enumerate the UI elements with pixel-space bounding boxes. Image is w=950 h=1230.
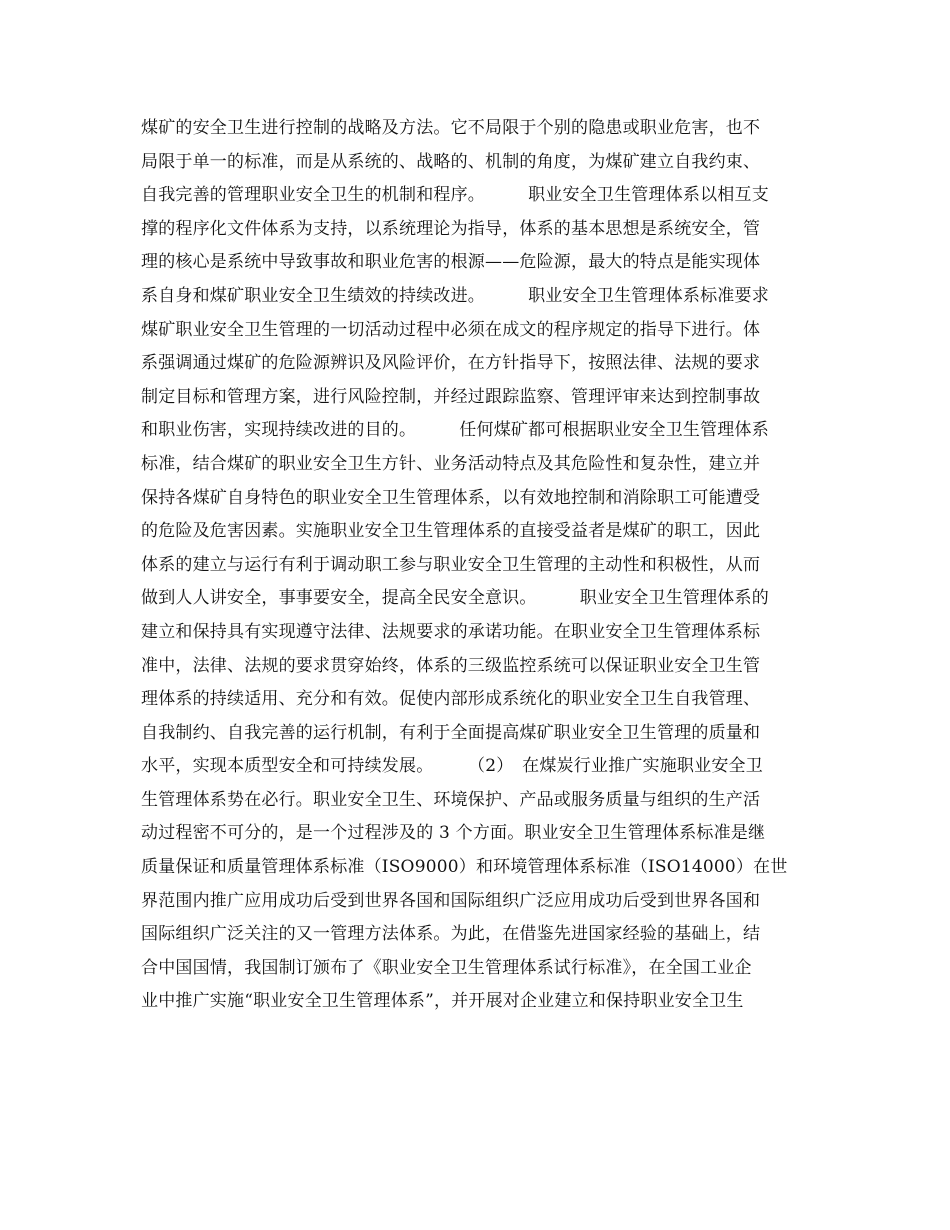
text-line: 理体系的持续适用、充分和有效。促使内部形成系统化的职业安全卫生自我管理、 xyxy=(141,689,761,710)
text-line: 理的核心是系统中导致事故和职业危害的根源——危险源，最大的特点是能实现体 xyxy=(141,252,761,273)
text-line: 煤矿职业安全卫生管理的一切活动过程中必须在成文的程序规定的指导下进行。体 xyxy=(141,319,761,340)
text-line: 自我完善的管理职业安全卫生的机制和程序。 职业安全卫生管理体系以相互支 xyxy=(141,185,769,206)
text-line: 保持各煤矿自身特色的职业安全卫生管理体系，以有效地控制和消除职工可能遭受 xyxy=(141,487,761,508)
text-line: 建立和保持具有实现遵守法律、法规要求的承诺功能。在职业安全卫生管理体系标 xyxy=(141,621,761,642)
text-line: 做到人人讲安全，事事要安全，提高全民安全意识。 职业安全卫生管理体系的 xyxy=(141,588,769,609)
text-line: 局限于单一的标准，而是从系统的、战略的、机制的角度，为煤矿建立自我约束、 xyxy=(141,151,761,172)
text-line: 水平，实现本质型安全和可持续发展。 （2） 在煤炭行业推广实施职业安全卫 xyxy=(141,756,763,777)
text-line: 的危险及危害因素。实施职业安全卫生管理体系的直接受益者是煤矿的职工，因此 xyxy=(141,521,761,542)
text-line: 体系的建立与运行有利于调动职工参与职业安全卫生管理的主动性和积极性，从而 xyxy=(141,554,761,575)
text-line: 标准，结合煤矿的职业安全卫生方针、业务活动特点及其危险性和复杂性，建立并 xyxy=(141,453,761,474)
text-line: 系自身和煤矿职业安全卫生绩效的持续改进。 职业安全卫生管理体系标准要求 xyxy=(141,285,769,306)
text-line: 和职业伤害，实现持续改进的目的。 任何煤矿都可根据职业安全卫生管理体系 xyxy=(141,420,769,441)
text-line: 业中推广实施“职业安全卫生管理体系”，并开展对企业建立和保持职业安全卫生 xyxy=(141,991,744,1012)
text-line: 系强调通过煤矿的危险源辨识及风险评价，在方针指导下，按照法律、法规的要求 xyxy=(141,353,761,374)
text-line: 准中，法律、法规的要求贯穿始终，体系的三级监控系统可以保证职业安全卫生管 xyxy=(141,655,761,676)
text-line: 自我制约、自我完善的运行机制，有利于全面提高煤矿职业安全卫生管理的质量和 xyxy=(141,722,761,743)
text-line: 界范围内推广应用成功后受到世界各国和国际组织广泛应用成功后受到世界各国和 xyxy=(141,890,761,911)
text-line: 质量保证和质量管理体系标准（ISO9000）和环境管理体系标准（ISO14000）在世 xyxy=(141,857,788,878)
body-text xyxy=(141,112,821,1019)
text-line: 生管理体系势在必行。职业安全卫生、环境保护、产品或服务质量与组织的生产活 xyxy=(141,789,761,810)
text-line: 煤矿的安全卫生进行控制的战略及方法。它不局限于个别的隐患或职业危害，也不 xyxy=(141,118,761,138)
text-line: 合中国国情，我国制订颁布了《职业安全卫生管理体系试行标准》，在全国工业企 xyxy=(141,957,752,978)
text-line: 动过程密不可分的，是一个过程涉及的 3 个方面。职业安全卫生管理体系标准是继 xyxy=(141,823,766,844)
text-line: 国际组织广泛关注的又一管理方法体系。为此，在借鉴先进国家经验的基础上，结 xyxy=(141,924,761,945)
text-line: 撑的程序化文件体系为支持，以系统理论为指导，体系的基本思想是系统安全，管 xyxy=(141,218,761,239)
text-line: 制定目标和管理方案，进行风险控制，并经过跟踪监察、管理评审来达到控制事故 xyxy=(141,386,761,407)
